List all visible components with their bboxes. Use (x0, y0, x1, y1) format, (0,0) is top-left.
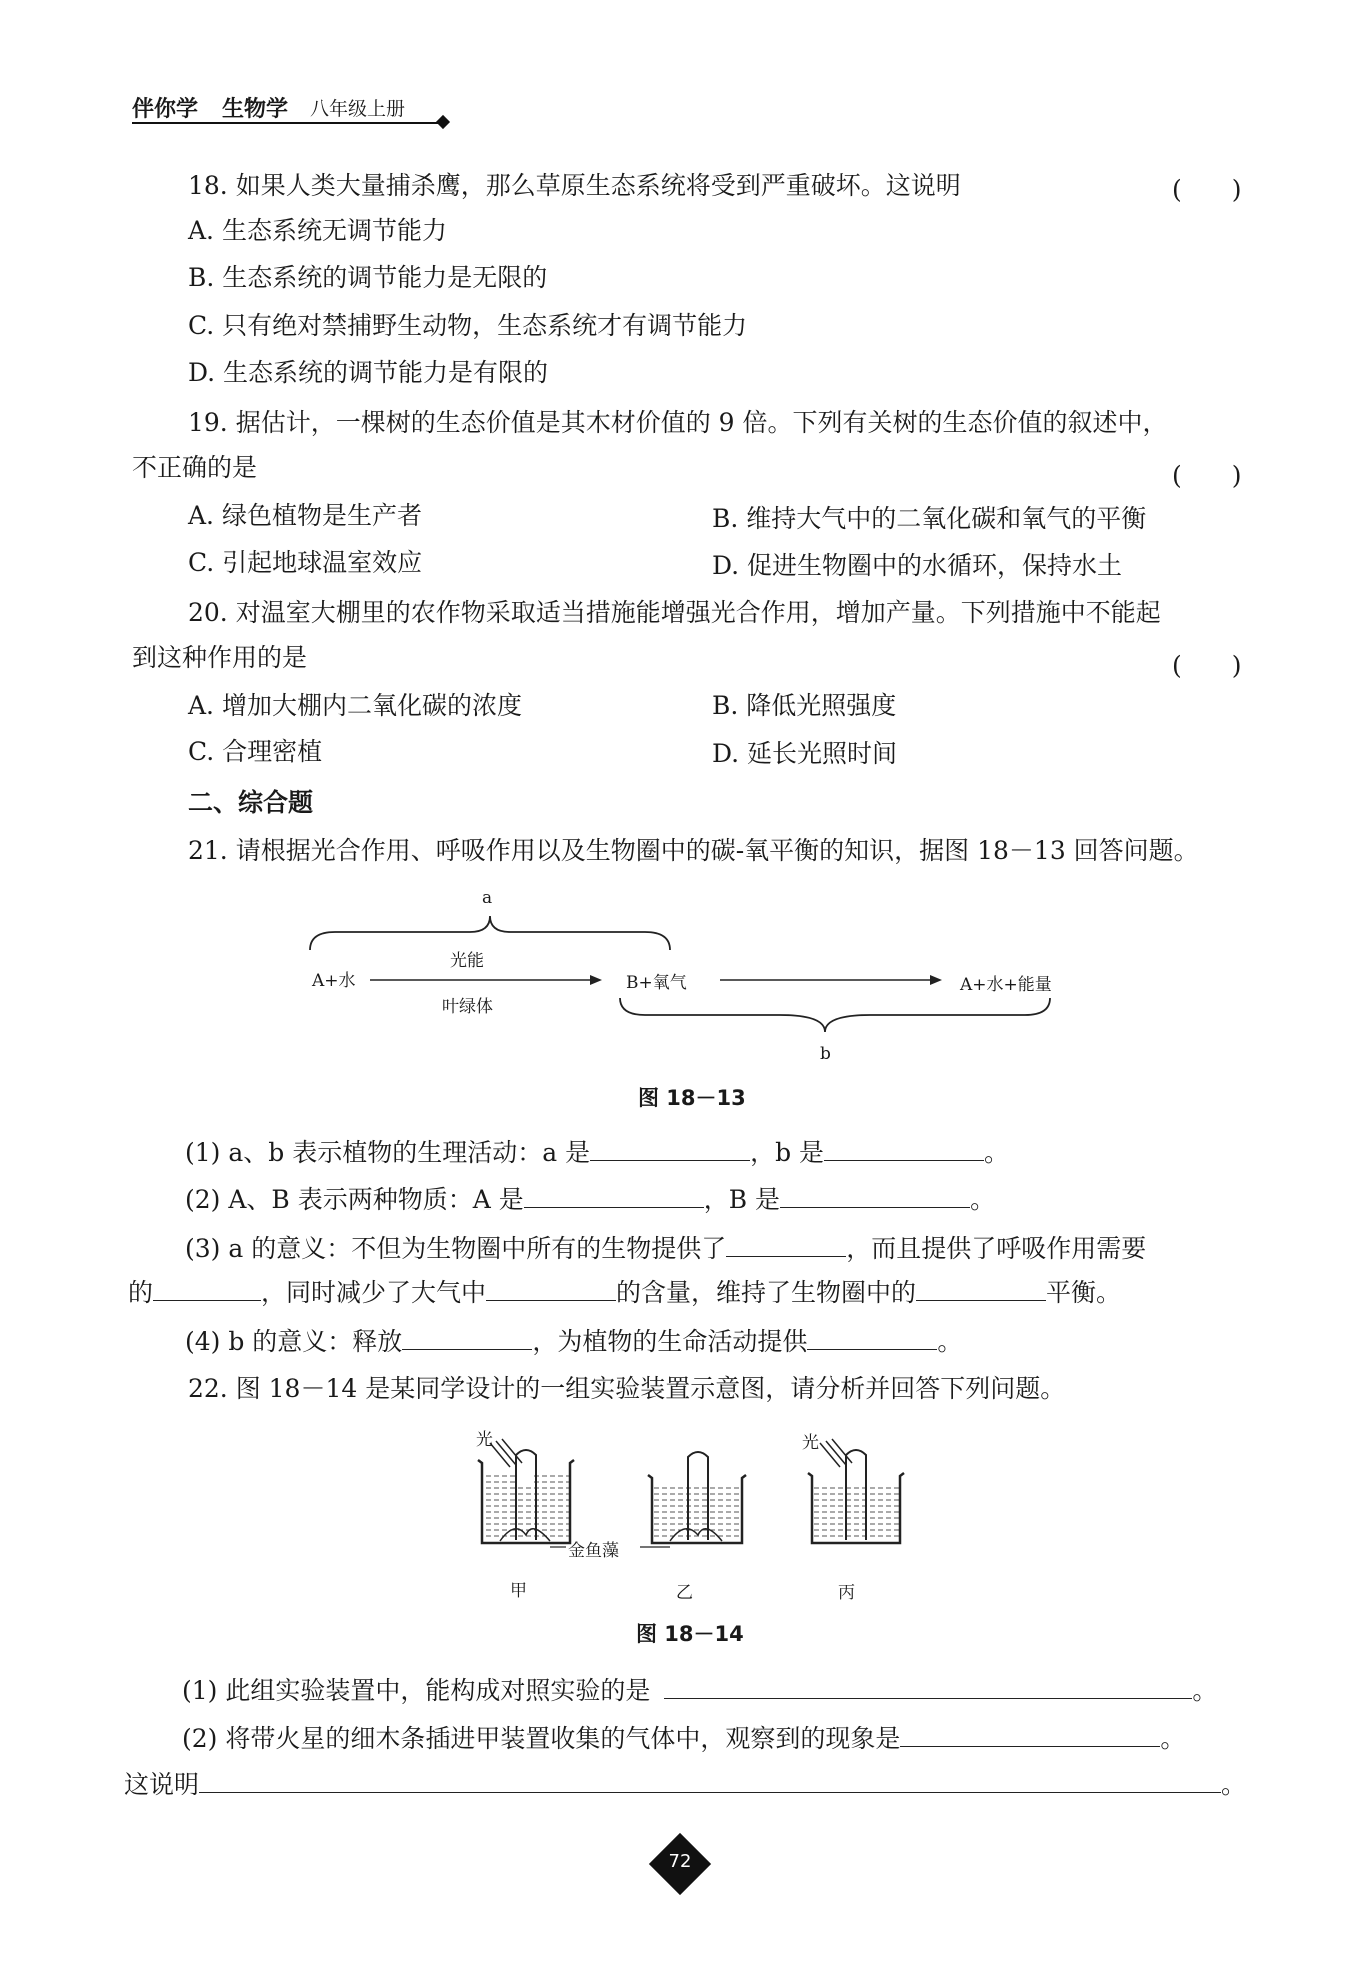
q19-option-a: A. 绿色植物是生产者 (188, 501, 422, 530)
arrow-head-2 (930, 975, 942, 985)
q21-part3-line1 (185, 1232, 1146, 1265)
q22-part2-text: (2) 将带火星的细木条插进甲装置收集的气体中，观察到的现象是 (182, 1724, 901, 1753)
q21-part3-blank-d[interactable] (916, 1276, 1046, 1301)
q18-paren: ( ) (1172, 175, 1242, 204)
q21-part3-text-b: ，而且提供了呼吸作用需要 (846, 1234, 1147, 1263)
q22-part1 (182, 1674, 1217, 1707)
q21-part3-text-a: (3) a 的意义：不但为生物圈中所有的生物提供了 (185, 1234, 727, 1263)
q22-part3-blank[interactable] (199, 1768, 1221, 1793)
header-subject: 生物学 (222, 97, 289, 122)
q20-stem-line1: 20. 对温室大棚里的农作物采取适当措施能增强光合作用，增加产量。下列措施中不能起 (188, 598, 1161, 627)
q18-stem: 18. 如果人类大量捕杀鹰，那么草原生态系统将受到严重破坏。这说明 (188, 171, 961, 200)
q22-part3-end: 。 (1221, 1770, 1247, 1799)
q21-part2-blank-a[interactable] (524, 1183, 704, 1208)
figure-caption-18-13: 图 18－13 (638, 1086, 746, 1110)
q20-option-c: C. 合理密植 (188, 737, 323, 766)
q21-part4-blank-b[interactable] (807, 1325, 937, 1350)
q18-option-a: A. 生态系统无调节能力 (188, 216, 447, 245)
q20-option-a: A. 增加大棚内二氧化碳的浓度 (188, 691, 522, 720)
label-left: A+水 (312, 971, 356, 991)
q21-part1-blank-b[interactable] (824, 1136, 984, 1161)
q21-part3-line2 (128, 1276, 1121, 1309)
q21-part2-blank-b[interactable] (780, 1183, 970, 1208)
q21-part1-blank-a[interactable] (590, 1136, 750, 1161)
q18-option-c: C. 只有绝对禁捕野生动物，生态系统才有调节能力 (188, 311, 748, 340)
header-grade: 八年级上册 (310, 98, 406, 120)
q21-part2-text-b: ，B 是 (703, 1185, 781, 1214)
q21-stem: 21. 请根据光合作用、呼吸作用以及生物圈中的碳-氧平衡的知识，据图 18－13 回答问题。 (188, 836, 1199, 865)
q21-part4-text-c: 。 (937, 1327, 963, 1356)
label-b: b (820, 1044, 831, 1064)
label-plant: 金鱼藻 (568, 1541, 619, 1561)
section-title: 二、综合题 (188, 788, 314, 817)
q18-option-b: B. 生态系统的调节能力是无限的 (188, 263, 548, 292)
q22-stem: 22. 图 18－14 是某同学设计的一组实验装置示意图，请分析并回答下列问题。 (188, 1374, 1066, 1403)
header-rule (132, 122, 444, 124)
label-mid: B+氧气 (626, 973, 687, 993)
q19-option-d: D. 促进生物圈中的水循环，保持水土 (712, 551, 1123, 580)
arrow-head-1 (590, 975, 602, 985)
beaker-jia (478, 1439, 574, 1543)
q21-part1-text-c: 。 (984, 1138, 1010, 1167)
q20-stem-line2: 到这种作用的是 (132, 643, 308, 672)
q21-part1-text-b: ，b 是 (750, 1138, 825, 1167)
label-light-bing: 光 (802, 1433, 819, 1453)
label-bing: 丙 (838, 1583, 855, 1603)
q22-part1-end: 。 (1192, 1676, 1218, 1705)
q22-part2-blank[interactable] (900, 1722, 1160, 1747)
q20-option-d: D. 延长光照时间 (712, 739, 898, 768)
q22-part3-text: 这说明 (124, 1770, 200, 1799)
brace-a (310, 916, 670, 950)
q21-part4-blank-a[interactable] (402, 1325, 532, 1350)
q21-part2 (185, 1183, 995, 1216)
header-brand: 伴你学 (132, 97, 199, 122)
beaker-bing (808, 1439, 904, 1543)
label-chlorophyll: 叶绿体 (442, 997, 493, 1017)
header-diamond (436, 115, 450, 129)
q22-part1-text: (1) 此组实验装置中，能构成对照实验的是 (182, 1676, 651, 1705)
q21-part3-text-d: ，同时减少了大气中 (261, 1278, 487, 1307)
q22-part2-end: 。 (1160, 1724, 1186, 1753)
q21-part3-text-c: 的 (128, 1278, 154, 1307)
q22-part3 (124, 1768, 1246, 1801)
q21-part1-text-a: (1) a、b 表示植物的生理活动：a 是 (185, 1138, 591, 1167)
q21-part3-blank-b[interactable] (153, 1276, 261, 1301)
q20-paren: ( ) (1172, 651, 1242, 680)
label-jia: 甲 (510, 1581, 527, 1601)
q21-part1 (185, 1136, 1009, 1169)
water-yi (652, 1485, 742, 1541)
label-yi: 乙 (676, 1583, 693, 1603)
q21-part4-text-b: ，为植物的生命活动提供 (532, 1327, 808, 1356)
page-number: 72 (668, 1851, 692, 1872)
q21-part4-text-a: (4) b 的意义：释放 (185, 1327, 403, 1356)
q21-part3-blank-a[interactable] (726, 1232, 846, 1257)
q20-option-b: B. 降低光照强度 (712, 691, 897, 720)
q19-stem-line2: 不正确的是 (132, 453, 258, 482)
q21-part2-text-a: (2) A、B 表示两种物质：A 是 (185, 1185, 524, 1214)
brace-b (620, 998, 1050, 1032)
label-right: A+水+能量 (960, 975, 1052, 995)
q18-option-d: D. 生态系统的调节能力是有限的 (188, 358, 549, 387)
q22-part1-blank[interactable] (664, 1674, 1192, 1699)
water-bing (812, 1485, 900, 1541)
q21-part3-blank-c[interactable] (486, 1276, 616, 1301)
q19-paren: ( ) (1172, 461, 1242, 490)
q19-option-b: B. 维持大气中的二氧化碳和氧气的平衡 (712, 504, 1147, 533)
experiment-diagram (470, 1425, 910, 1575)
q19-stem-line1: 19. 据估计，一棵树的生态价值是其木材价值的 9 倍。下列有关树的生态价值的叙述中， (188, 408, 1168, 437)
label-a: a (482, 888, 493, 908)
q21-part3-text-f: 平衡。 (1046, 1278, 1122, 1307)
q21-part4 (185, 1325, 962, 1358)
beaker-yi (648, 1452, 746, 1543)
q19-option-c: C. 引起地球温室效应 (188, 548, 423, 577)
q21-part3-text-e: 的含量，维持了生物圈中的 (616, 1278, 917, 1307)
figure-caption-18-14: 图 18－14 (636, 1622, 744, 1646)
q22-part2 (182, 1722, 1185, 1755)
label-light-energy: 光能 (450, 951, 484, 971)
label-light-jia: 光 (476, 1430, 493, 1450)
q21-part2-text-c: 。 (970, 1185, 996, 1214)
